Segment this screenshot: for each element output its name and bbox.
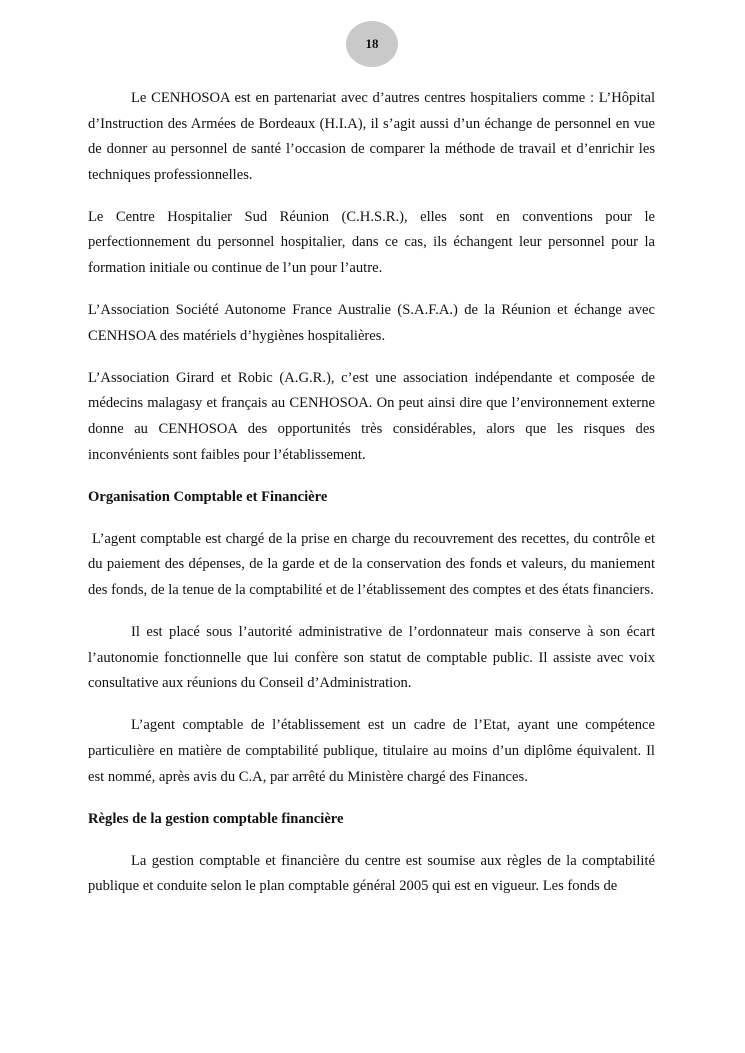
paragraph-safa: L’Association Société Autonome France Australie (S.A.F.A.) de la Réunion et échange avec CENHSOA des matériels d’hygiènes hospitalières. [88,302,655,344]
paragraph-autorite-administrative: Il est placé sous l’autorité administrative de l’ordonnateur mais conserve à son écart l’autonomie fonctionnelle que lui confère son statut de comptable public. Il assiste avec voix consultative aux réunions du Conseil d’Administration. [88,624,655,692]
page-number-badge [346,21,398,67]
document-body [88,86,655,916]
paragraph-gestion-comptable: La gestion comptable et financière du centre est soumise aux règles de la comptabilité publique et conduite selon le plan comptable général 2005 qui est en vigueur. Les fonds de [88,852,655,895]
paragraph-agent-comptable-cadre: L’agent comptable de l’établissement est un cadre de l’Etat, ayant une compétence particulière en matière de comptabilité publique, titulaire au moins d’un diplôme équivalent. Il est nommé, après avis du C.A, par arrêté du Ministère chargé des Finances. [88,717,655,785]
page-number: 18 [365,36,379,51]
paragraph-partnership-hia: Le CENHOSOA est en partenariat avec d’autres centres hospitaliers comme : L’Hôpital d’Instruction des Armées de Bordeaux (H.I.A), il s’agit aussi d’un échange de personnel en vue de donner au personnel de santé l’occasion de comparer la méthode de travail et d’enrichir les techniques professionnelles. [88,90,655,183]
paragraph-chsr: Le Centre Hospitalier Sud Réunion (C.H.S.R.), elles sont en conventions pour le perfectionnement du personnel hospitalier, dans ce cas, ils échangent leur personnel pour la formation initiale ou continue de l’un pour l’autre. [88,208,655,277]
heading-organisation-comptable: Organisation Comptable et Financière [88,488,328,505]
paragraph-agr: L’Association Girard et Robic (A.G.R.), c’est une association indépendante et composée de médecins malagasy et français au CENHOSOA. On peut ainsi dire que l’environnement externe donne au CENHOSOA des opportunités très considérables, alors que les risques des inconvénients sont faibles pour l’établissement. [88,369,655,463]
heading-regles-gestion: Règles de la gestion comptable financière [88,810,344,827]
paragraph-agent-comptable-role: L’agent comptable est chargé de la prise en charge du recouvrement des recettes, du contrôle et du paiement des dépenses, de la garde et de la conservation des fonds et valeurs, du maniement des fonds, de la tenue de la comptabilité et de l’établissement des comptes et des états financiers. [88,530,655,598]
